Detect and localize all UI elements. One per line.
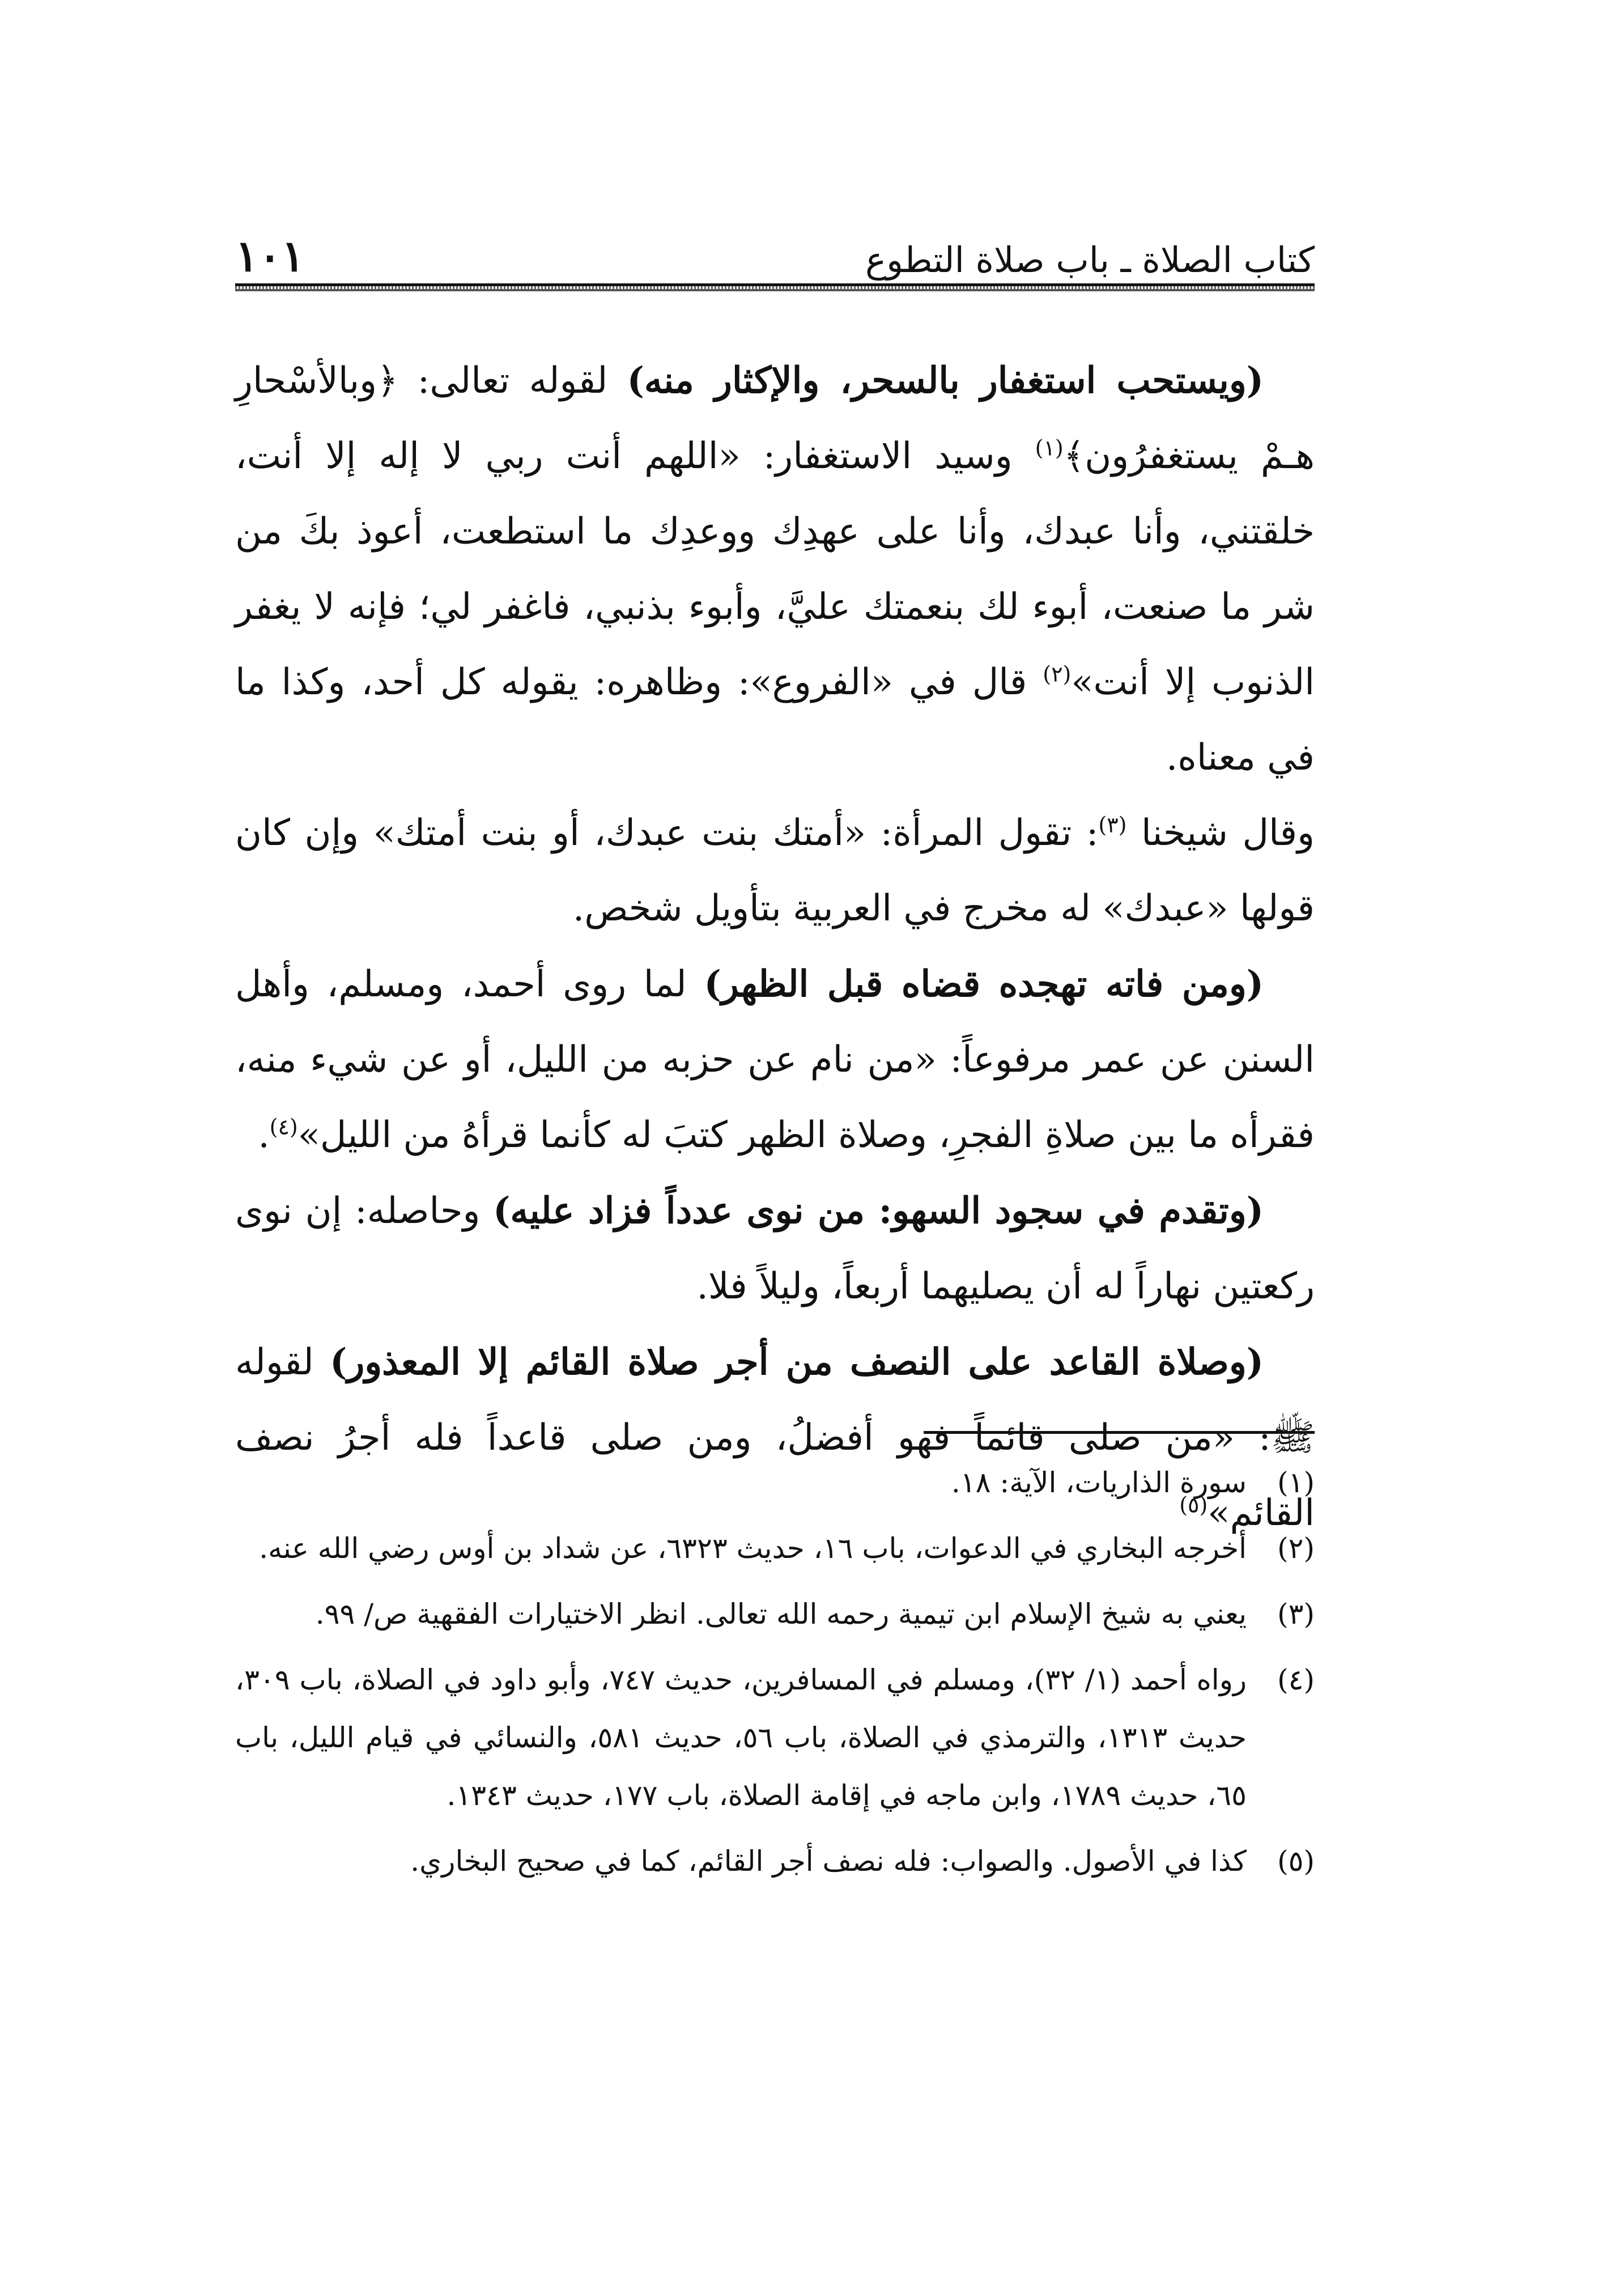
page-number: ١٠١ [235,231,305,281]
footnote-ref: (٤) [269,1114,298,1140]
paragraph-sahw [235,1173,1315,1324]
footnote-text: سورة الذاريات، الآية: ١٨. [951,1466,1247,1499]
footnote-ref: (٢) [1043,661,1072,687]
sharh-text: وسيد الاستغفار: «اللهم أنت ربي لا إله إلا أنت، خلقتني، وأنا عبدك، وأنا على عهدِك ووعدِك ما استطعت، أعوذ بكَ من شر ما صنعت، أبوء لك بنعمتك عليَّ، وأبوء بذنبي، فاغفر لي؛ فإنه لا يغفر الذنوب إلا أنت» [235,435,1315,703]
footnote-ref: (٥) [1179,1492,1208,1518]
sharh-text: قال في «الفروع»: وظاهره: يقوله كل أحد، وكذا ما في معناه. [235,661,1315,779]
footnote-ref: (١) [1035,435,1064,461]
sharh-text: لما روى أحمد، ومسلم، وأهل السنن عن عمر مرفوعاً: «من نام عن حزبه من الليل، أو عن شيء منه، فقرأه ما بين صلاةِ الفجرِ، وصلاة الظهر كتبَ له كأنما قرأهُ من الليل» [235,963,1315,1156]
sharh-text: وحاصله: إن نوى ركعتين نهاراً له أن يصليهما أربعاً، وليلاً فلا. [235,1190,1315,1307]
footnote-ref: (٣) [1098,812,1127,838]
paragraph-shaykh [235,796,1315,946]
footnote-text: يعني به شيخ الإسلام ابن تيمية رحمه الله تعالى. انظر الاختيارات الفقهية ص/ ٩٩. [315,1598,1247,1630]
sharh-text: . [258,1114,270,1156]
matn-text: (وصلاة القاعد على النصف من أجر صلاة القائم إلا المعذور) [330,1341,1264,1383]
footnote-number: (٤) [1277,1663,1315,1696]
header-rule [235,283,1315,291]
footnote-separator [924,1431,1315,1434]
footnote-text: أخرجه البخاري في الدعوات، باب ١٦، حديث ٦٣٢٣، عن شداد بن أوس رضي الله عنه. [259,1532,1247,1565]
footnote-text: رواه أحمد (١/ ٣٢)، ومسلم في المسافرين، حديث ٧٤٧، وأبو داود في الصلاة، باب ٣٠٩، حديث ١٣١٣، والترمذي في الصلاة، باب ٥٦، حديث ٥٨١، والنسائي في قيام الليل، باب ٦٥، حديث ١٧٨٩، وابن ماجه في إقامة الصلاة، باب ١٧٧، حديث ١٣٤٣. [235,1663,1247,1812]
footnote [235,1454,1315,1511]
paragraph-tahajjud [235,946,1315,1173]
footnote-number: (٣) [1277,1598,1315,1630]
footnote-number: (٢) [1277,1532,1315,1565]
sharh-text: وقال شيخنا [1126,812,1315,854]
sharh-text: لقوله ﷺ: «من صلى قائماً فهو أفضلُ، ومن صلى قاعداً فله أجرُ نصف القائم» [235,1341,1315,1534]
matn-text: (ويستحب استغفار بالسحر، والإكثار منه) [627,359,1264,402]
paragraph-istighfar [235,343,1315,796]
footnote [235,1651,1315,1824]
footnote-number: (١) [1277,1466,1315,1499]
matn-text: (وتقدم في سجود السهو: من نوى عدداً فزاد عليه) [493,1190,1264,1232]
footnote [235,1519,1315,1577]
footnote-number: (٥) [1277,1845,1315,1878]
footnote-text: كذا في الأصول. والصواب: فله نصف أجر القائم، كما في صحيح البخاري. [410,1845,1247,1878]
sharh-text: لقوله تعالى: ﴿وبالأسْحارِ هـمْ يستغفرُون﴾ [235,360,1315,477]
footnote [235,1585,1315,1643]
footnotes [235,1454,1315,1898]
main-text [235,343,1315,1551]
page-header [235,227,1315,281]
running-title: كتاب الصلاة ـ باب صلاة التطوع [865,239,1315,281]
sharh-text: : تقول المرأة: «أمتك بنت عبدك، أو بنت أمتك» وإن كان قولها «عبدك» له مخرج في العربية بتأويل شخص. [235,812,1315,929]
footnote [235,1832,1315,1890]
matn-text: (ومن فاته تهجده قضاه قبل الظهر) [704,963,1264,1005]
